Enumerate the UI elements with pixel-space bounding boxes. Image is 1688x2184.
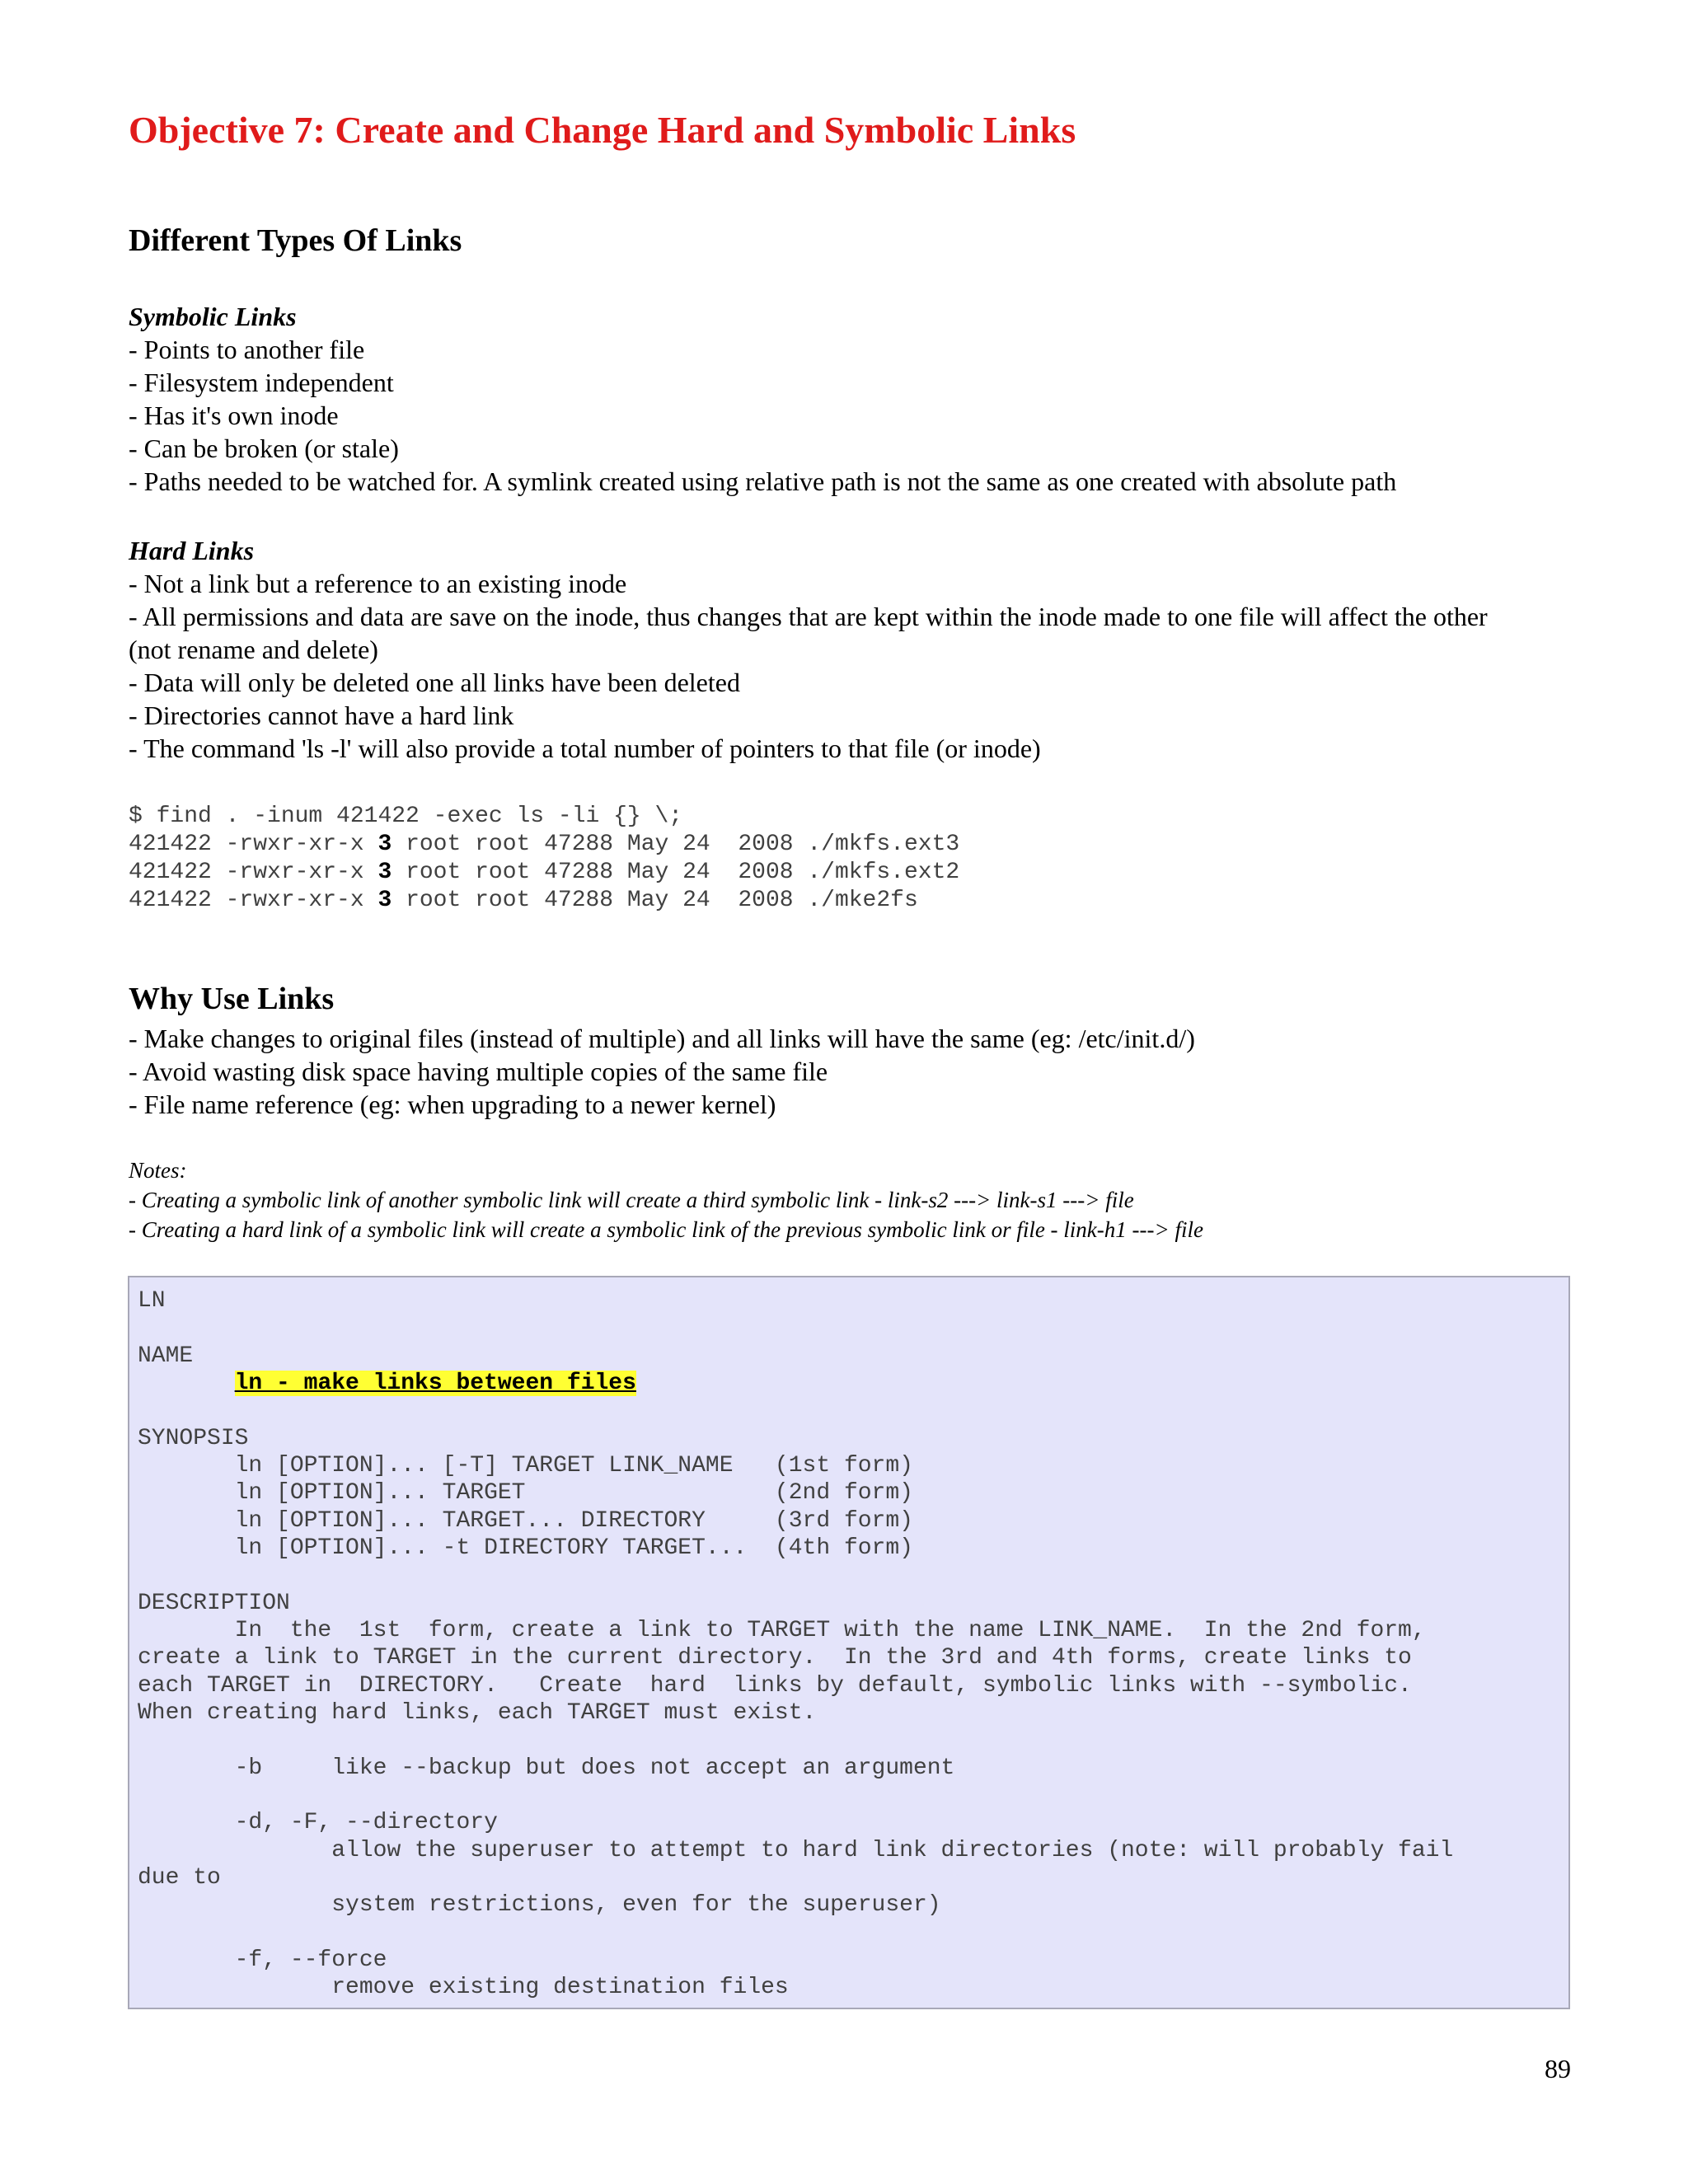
symbolic-item: - Points to another file bbox=[129, 335, 365, 364]
find-command: $ find . -inum 421422 -exec ls -li {} \; bbox=[129, 804, 683, 829]
symbolic-item: - Can be broken (or stale) bbox=[129, 434, 399, 463]
notes-label: Notes: bbox=[129, 1158, 187, 1183]
why-item: - File name reference (eg: when upgrading to a newer kernel) bbox=[129, 1090, 776, 1119]
description-line: When creating hard links, each TARGET must exist. bbox=[138, 1700, 817, 1726]
option-d-line: due to bbox=[138, 1865, 221, 1891]
synopsis-line: ln [OPTION]... TARGET... DIRECTORY (3rd form) bbox=[138, 1508, 913, 1534]
find-output-row: 421422 -rwxr-xr-x 3 root root 47288 May 24 2008 ./mkfs.ext3 bbox=[129, 832, 960, 857]
page-title: Objective 7: Create and Change Hard and Symbolic Links bbox=[129, 109, 1076, 151]
hard-item: (not rename and delete) bbox=[129, 635, 378, 664]
heading-different-types: Different Types Of Links bbox=[129, 223, 462, 258]
symbolic-item: - Filesystem independent bbox=[129, 368, 394, 397]
manpage-name-highlight: ln - make links between files bbox=[234, 1371, 636, 1396]
manpage-name-label: NAME bbox=[138, 1343, 194, 1369]
note-item: - Creating a hard link of a symbolic link will create a symbolic link of the previous symbolic link or file - link-h1 ---> file bbox=[129, 1217, 1203, 1242]
option-b-line: -b like --backup but does not accept an argument bbox=[138, 1755, 955, 1781]
page-number: 89 bbox=[1545, 2054, 1571, 2083]
subheading-hard-links: Hard Links bbox=[129, 536, 255, 565]
find-output-row: 421422 -rwxr-xr-x 3 root root 47288 May 24 2008 ./mkfs.ext2 bbox=[129, 860, 960, 885]
symbolic-item: - Has it's own inode bbox=[129, 401, 339, 430]
manpage-synopsis-label: SYNOPSIS bbox=[138, 1426, 249, 1451]
why-item: - Make changes to original files (instead of multiple) and all links will have the same (eg: /etc/init.d/) bbox=[129, 1024, 1195, 1053]
why-item: - Avoid wasting disk space having multiple copies of the same file bbox=[129, 1057, 828, 1086]
option-d-line: allow the superuser to attempt to hard link directories (note: will probably fail bbox=[138, 1838, 1454, 1863]
manpage-name-line bbox=[138, 1370, 636, 1398]
find-output-row: 421422 -rwxr-xr-x 3 root root 47288 May 24 2008 ./mke2fs bbox=[129, 888, 918, 913]
description-line: each TARGET in DIRECTORY. Create hard links by default, symbolic links with --symbolic. bbox=[138, 1673, 1412, 1699]
subheading-symbolic-links: Symbolic Links bbox=[129, 302, 297, 331]
synopsis-line: ln [OPTION]... [-T] TARGET LINK_NAME (1st form) bbox=[138, 1453, 913, 1479]
option-d-line: -d, -F, --directory bbox=[138, 1810, 498, 1835]
note-item: - Creating a symbolic link of another symbolic link will create a third symbolic link - link-s2 ---> link-s1 ---> file bbox=[129, 1188, 1134, 1212]
description-line: create a link to TARGET in the current directory. In the 3rd and 4th forms, create links to bbox=[138, 1645, 1412, 1671]
manpage-description-label: DESCRIPTION bbox=[138, 1591, 290, 1616]
hard-item: - The command 'ls -l' will also provide a total number of pointers to that file (or inode) bbox=[129, 733, 1041, 763]
option-d-line: system restrictions, even for the superuser) bbox=[138, 1892, 941, 1918]
hard-item: - All permissions and data are save on the inode, thus changes that are kept within the inode made to one file will affect the other bbox=[129, 602, 1488, 631]
hard-item: - Not a link but a reference to an existing inode bbox=[129, 569, 627, 598]
option-f-line: -f, --force bbox=[138, 1947, 387, 1973]
heading-why-use-links: Why Use Links bbox=[129, 982, 335, 1016]
description-line: In the 1st form, create a link to TARGET with the name LINK_NAME. In the 2nd form, bbox=[138, 1618, 1426, 1643]
hard-item: - Directories cannot have a hard link bbox=[129, 701, 514, 730]
synopsis-line: ln [OPTION]... TARGET (2nd form) bbox=[138, 1480, 913, 1506]
option-f-line: remove existing destination files bbox=[138, 1975, 789, 2000]
symbolic-item: - Paths needed to be watched for. A symlink created using relative path is not the same as one created with absolute path bbox=[129, 466, 1397, 496]
manpage-header: LN bbox=[138, 1288, 166, 1314]
synopsis-line: ln [OPTION]... -t DIRECTORY TARGET... (4th form) bbox=[138, 1535, 913, 1561]
manpage-box bbox=[128, 1276, 1570, 2009]
hard-item: - Data will only be deleted one all links have been deleted bbox=[129, 668, 740, 697]
